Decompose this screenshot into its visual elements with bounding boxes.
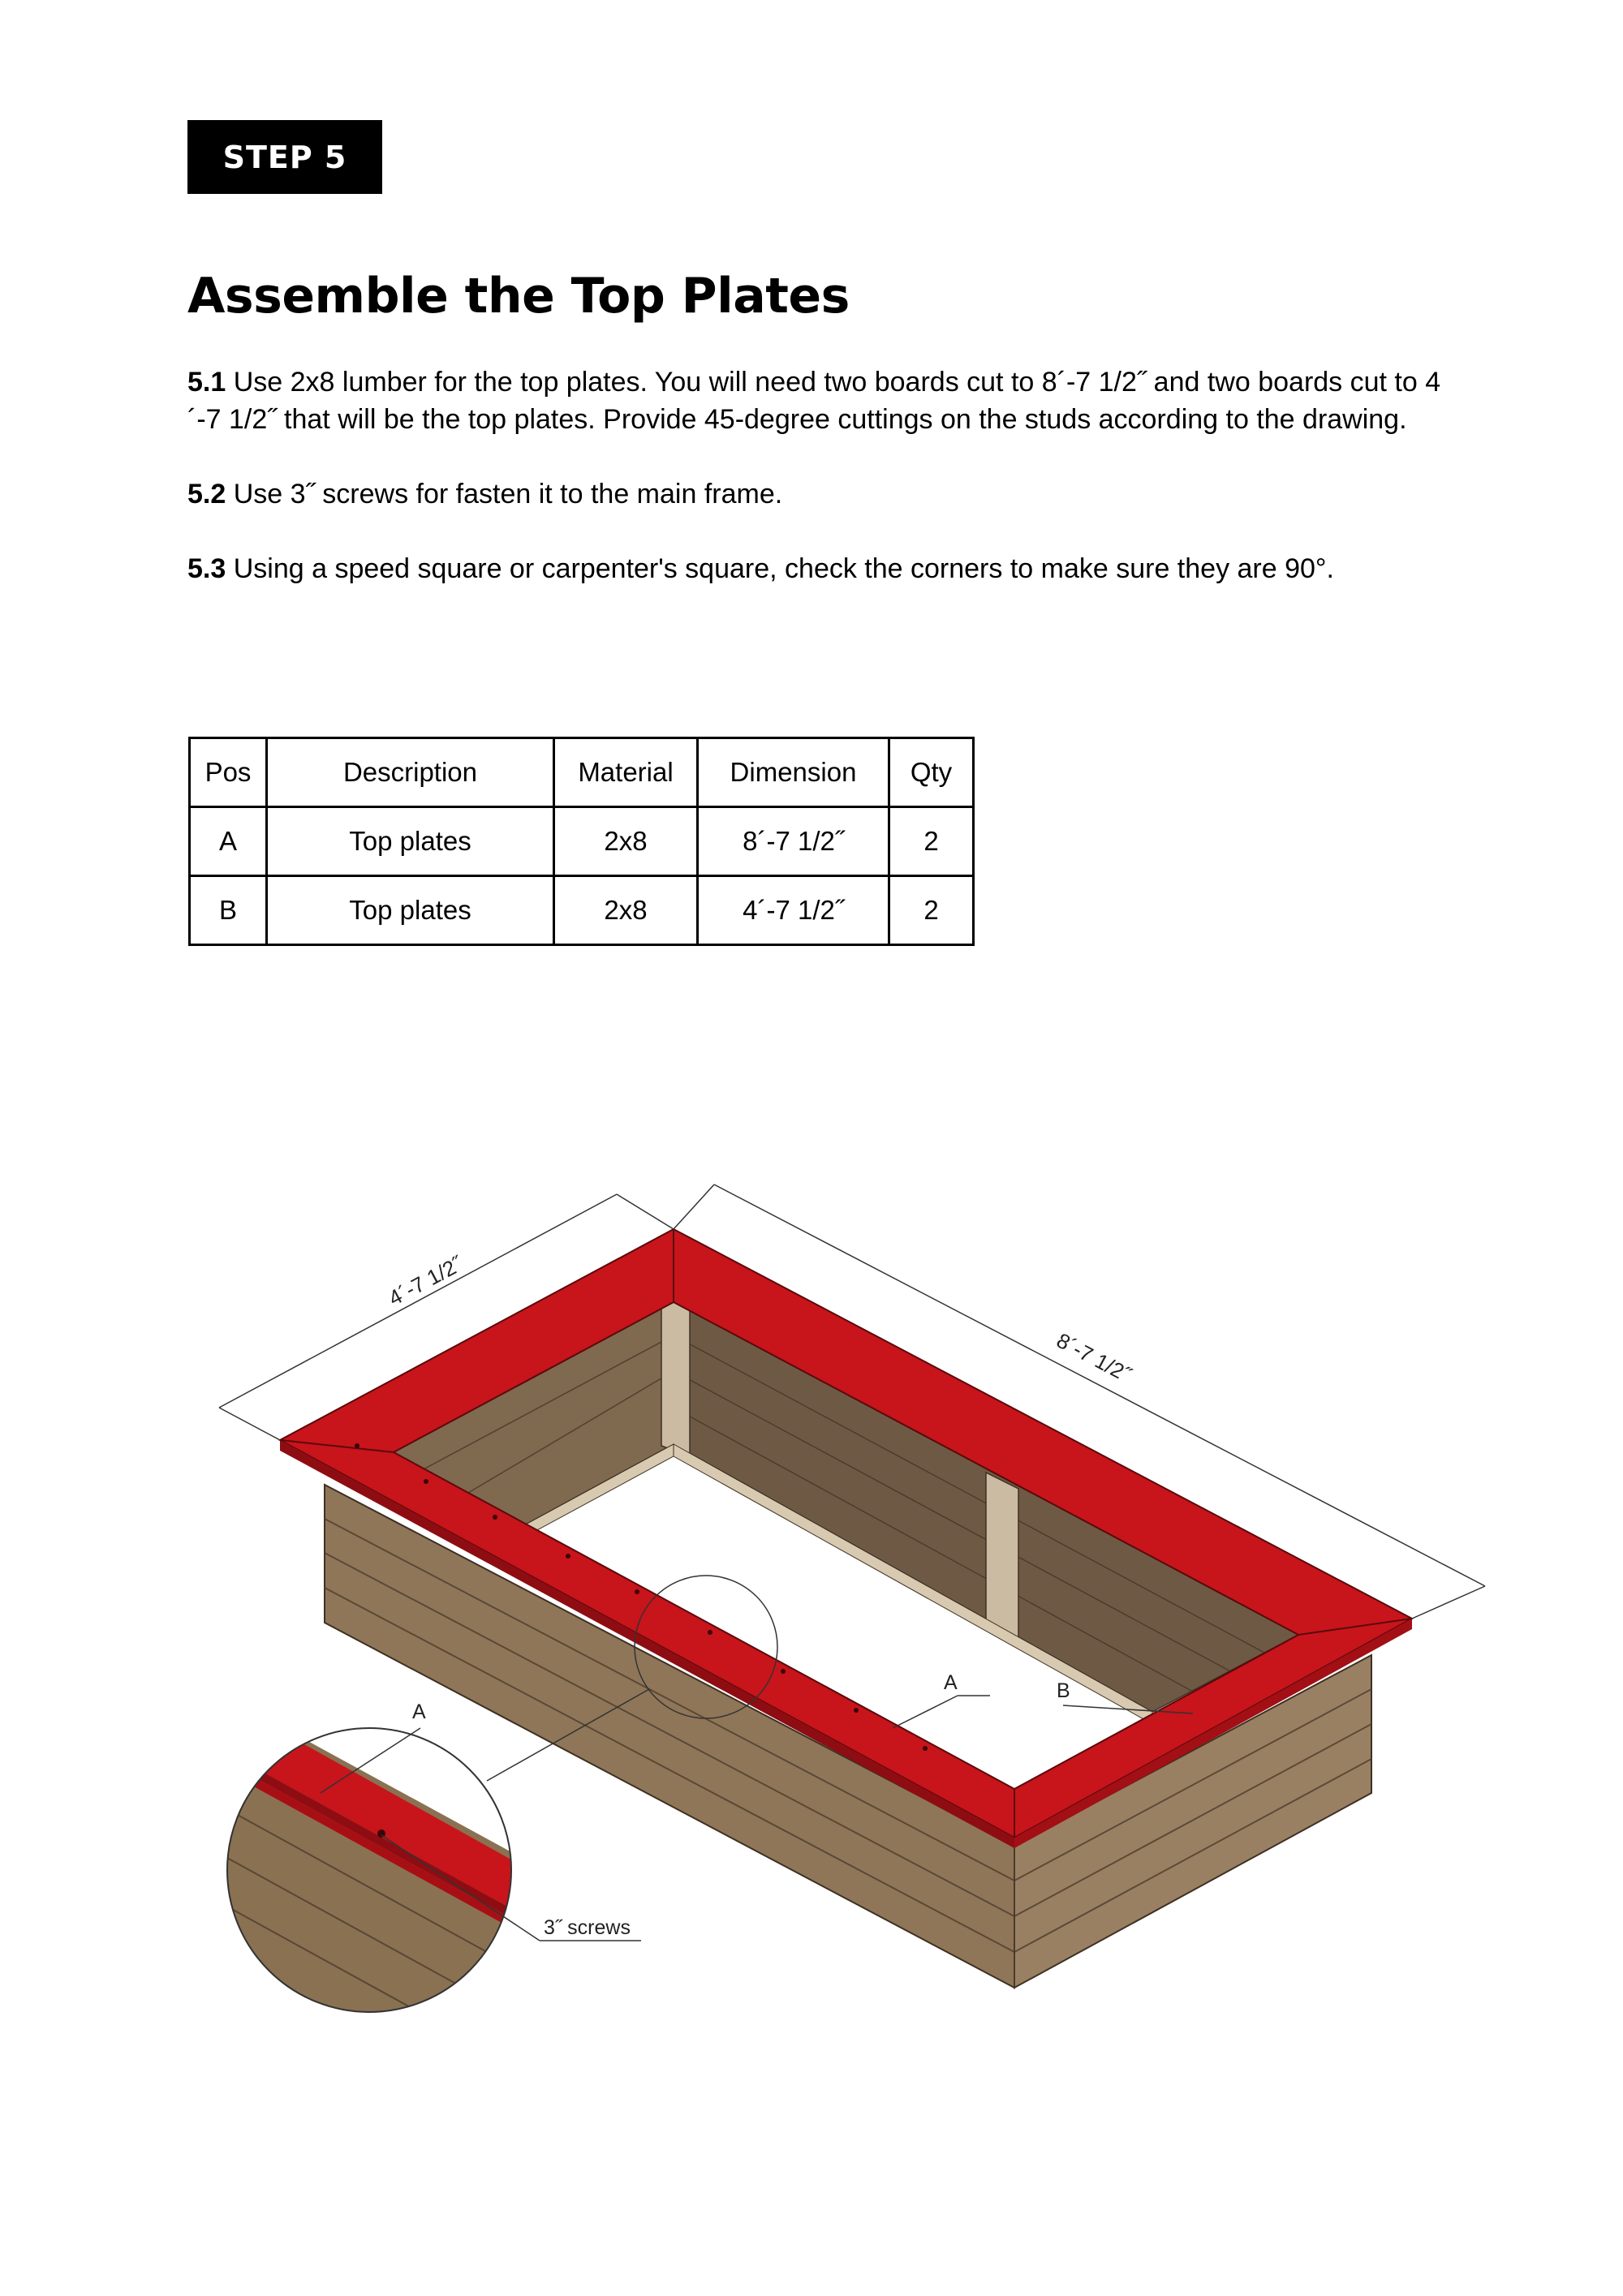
detail-label-a: A (412, 1701, 426, 1723)
header-description: Description (267, 738, 554, 807)
cell-dimension: 4´-7 1/2˝ (698, 876, 889, 945)
cell-description: Top plates (267, 876, 554, 945)
cell-dimension: 8´-7 1/2˝ (698, 807, 889, 876)
cell-material: 2x8 (554, 876, 698, 945)
cell-pos: A (190, 807, 267, 876)
header-pos: Pos (190, 738, 267, 807)
header-qty: Qty (889, 738, 974, 807)
cell-material: 2x8 (554, 807, 698, 876)
stud (986, 1473, 1018, 1639)
page-title: Assemble the Top Plates (187, 268, 850, 325)
screws-label: 3˝ screws (544, 1916, 631, 1939)
header-dimension: Dimension (698, 738, 889, 807)
cell-description: Top plates (267, 807, 554, 876)
cell-qty: 2 (889, 876, 974, 945)
instruction-5-2: 5.2 Use 3˝ screws for fasten it to the main frame. (187, 479, 783, 510)
stud (661, 1298, 690, 1456)
header-material: Material (554, 738, 698, 807)
cell-pos: B (190, 876, 267, 945)
dim-label-long: 8´-7 1/2˝ (1053, 1327, 1135, 1387)
instruction-5-1: 5.1 Use 2x8 lumber for the top plates. You will need two boards cut to 8´-7 1/2˝ and two boards cut to 4´-7 1/2˝ that will be the top plates. Provide 45-degree cuttings on the studs according to the drawing. (187, 367, 1441, 435)
dim-label-short: 4´-7 1/2˝ (384, 1251, 467, 1311)
callout-a-leader (893, 1696, 958, 1728)
callout-label-b: B (1057, 1679, 1070, 1702)
step-label: STEP 5 (222, 139, 347, 175)
callout-label-a: A (944, 1671, 958, 1694)
detail-view (187, 1724, 552, 2085)
cell-qty: 2 (889, 807, 974, 876)
instruction-5-3: 5.3 Using a speed square or carpenter's square, check the corners to make sure they are 90°. (187, 553, 1334, 584)
